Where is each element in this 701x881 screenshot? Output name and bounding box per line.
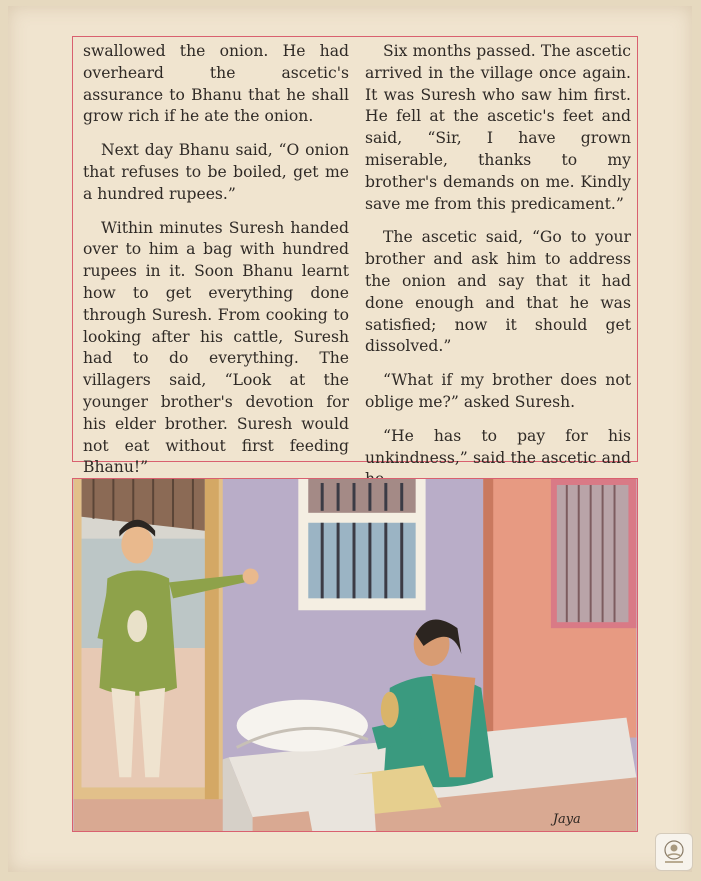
paragraph: Next day Bhanu said, “O onion that refuses to be boiled, get me a hundred rupees.”: [83, 141, 349, 203]
illustration-drawing: [73, 479, 637, 831]
paragraph: swallowed the onion. He had overheard the ascetic's assurance to Bhanu that he shall grow rich if he ate the onion.: [83, 42, 349, 126]
paragraph: Within minutes Suresh handed over to him a bag with hundred rupees in it. Soon Bhanu learnt how to get everything done through Suresh. From cooking to looking after his cattle, Suresh had to do everything. The villagers said, “Look at the younger brother's devotion for his elder brother. Suresh would not eat without first feeding Bhanu!”: [83, 218, 349, 477]
artist-signature: Jaya: [552, 812, 581, 828]
paragraph: Six months passed. The ascetic arrived in the village once again. It was Suresh who saw him first. He fell at the ascetic's feet and said, “Sir, I have grown miserable, thanks to my brother's demands on me. Kindly save me from this predicament.”: [365, 42, 631, 213]
paragraph: “What if my brother does not oblige me?” asked Suresh.: [365, 371, 631, 411]
story-text-frame: [72, 36, 638, 477]
paragraph: The ascetic said, “Go to your brother and ask him to address the onion and say that it had done enough and that he was satisfied; now it should get dissolved.”: [365, 228, 631, 356]
left-column: [83, 41, 349, 491]
publisher-logo-icon: [655, 833, 693, 871]
story-illustration: [72, 478, 638, 832]
right-column: [365, 41, 631, 503]
paragraph: “He has to pay for his unkindness,” said the ascetic and: [365, 426, 631, 467]
